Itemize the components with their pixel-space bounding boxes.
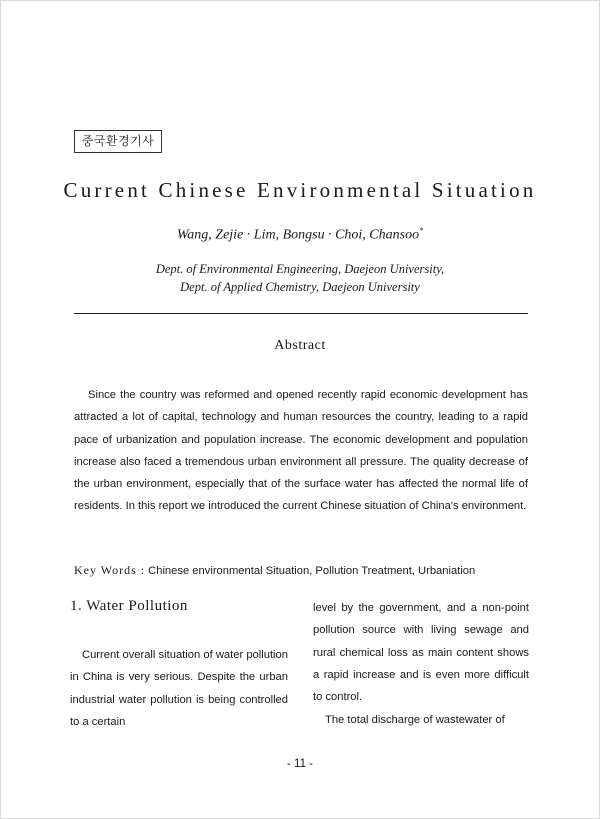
category-label: 중국환경기사 — [74, 130, 162, 153]
paper-title: Current Chinese Environmental Situation — [63, 178, 537, 202]
body-right-column-paragraph-1: level by the government, and a non-point pollution source with living sewage and rural chemical loss as main content shows a rapid increase and is even more difficult to control. — [313, 602, 529, 704]
keywords-line — [74, 563, 534, 578]
abstract-heading: Abstract — [274, 338, 326, 353]
affiliation-line-1: Dept. of Environmental Engineering, Daejeon University, — [155, 262, 445, 276]
author-mark: * — [419, 226, 424, 235]
abstract-body: Since the country was reformed and opened recently rapid economic development has attracted a lot of capital, technology and human resources the country, leading to a rapid pace of urbanization and population increase. The economic development and population increase also faced a tremendous urban environment all pressure. The quality decrease of the urban environment, especially that of the surface water has affected the normal life of residents. In this report we introduced the current Chinese situation of China's environment. — [74, 389, 528, 513]
section-heading: 1. Water Pollution — [70, 598, 188, 614]
header-divider — [74, 313, 528, 314]
keywords-values: Chinese environmental Situation, Pollution Treatment, Urbaniation — [148, 565, 476, 577]
author-names: Wang, Zejie · Lim, Bongsu · Choi, Chansoo — [176, 227, 420, 243]
page-number: - 11 - — [287, 758, 313, 770]
author-line — [0, 226, 600, 244]
body-right-column-paragraph-2: The total discharge of wastewater of — [325, 714, 505, 726]
body-left-column: Current overall situation of water pollution in China is very serious. Despite the urban industrial water pollution is being controlled to a certain — [70, 649, 288, 728]
corner-logo-mark — [16, 812, 68, 818]
affiliation-line-2: Dept. of Applied Chemistry, Daejeon University — [180, 280, 420, 294]
keywords-label: Key Words : — [74, 563, 146, 577]
